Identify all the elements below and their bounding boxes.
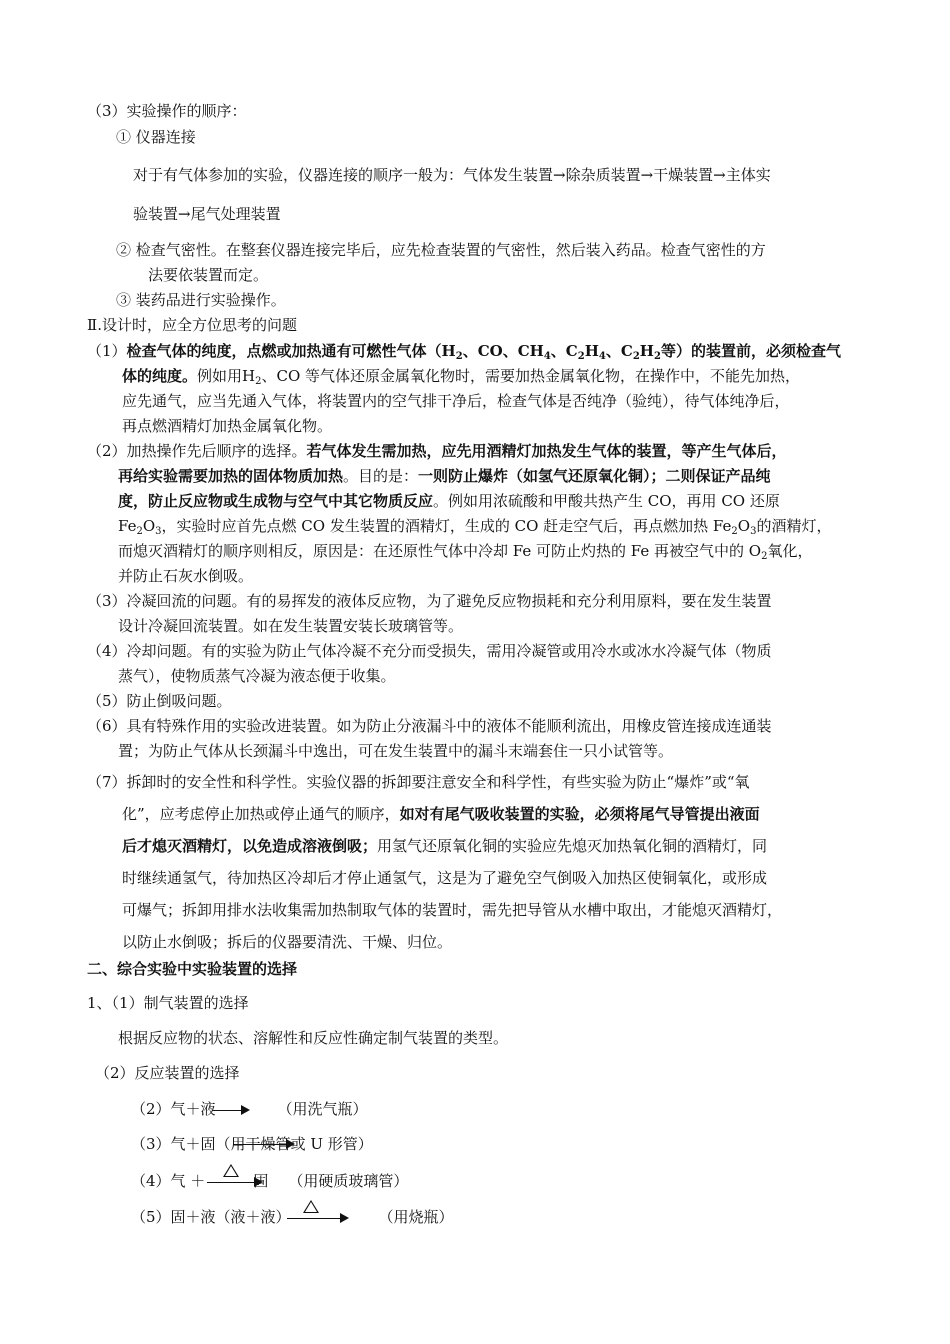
sec2-heading: 二、综合实验中实验装置的选择 <box>87 960 298 978</box>
s2-p7-line6: 以防止水倒吸；拆后的仪器要清洗、干燥、归位。 <box>122 933 453 951</box>
sec2-item-2: （2）反应装置的选择 <box>95 1064 240 1082</box>
sec2-item-1: 1、（1）制气装置的选择 <box>87 994 249 1012</box>
s2-p1-line2: 体的纯度。例如用$H_2$、CO 等气体还原金属氧化物时，需要加热金属氧化物，在操作中，不能先加热， <box>122 367 801 387</box>
sec2-item-1-text: 根据反应物的状态、溶解性和反应性确定制气装置的类型。 <box>118 1029 509 1047</box>
s2-p7-line4: 时继续通氢气，待加热区冷却后才停止通氢气，这是为了避免空气倒吸入加热区使铜氧化，或形成 <box>122 869 768 887</box>
s2-p2-line3: 度，防止反应物或生成物与空气中其它物质反应。例如用浓硫酸和甲酸共热产生 CO，再用 CO 还原 <box>118 492 780 510</box>
s2-p1-line3: 应先通气，应当先通入气体，将装置内的空气排干净后，检查气体是否纯净（验纯），待气体纯净后， <box>122 392 790 410</box>
s3-item-3: ③ 装药品进行实验操作。 <box>116 291 286 309</box>
s2-p3-line1: （3）冷凝回流的问题。有的易挥发的液体反应物，为了避免反应物损耗和充分利用原料，要在发生装置 <box>87 592 772 610</box>
s2-p2-line2: 再给实验需要加热的固体物质加热。目的是：一则防止爆炸（如氢气还原氧化铜）；二则保证产品纯 <box>118 467 771 485</box>
reaction-row-2: （2）气＋液 （用洗气瓶） <box>131 1100 368 1118</box>
heat-arrow-icon <box>207 1174 263 1190</box>
s3-item-1-text-b: 验装置→尾气处理装置 <box>133 205 281 223</box>
s2-p4-line1: （4）冷却问题。有的实验为防止气体冷凝不充分而受损失，需用冷凝管或用冷水或冰水冷凝气体（物质 <box>87 642 772 660</box>
s2-heading: Ⅱ.设计时，应全方位思考的问题 <box>87 316 297 334</box>
s2-p1-line1: （1）检查气体的纯度，点燃或加热通有可燃性气体（$H_2$、CO、$CH_4$、$C_2H_4$、$C_2H_2$等）的装置前，必须检查气 <box>87 342 841 362</box>
s2-p7-line1: （7）拆卸时的安全性和科学性。实验仪器的拆卸要注意安全和科学性，有些实验为防止“爆炸”或“氧 <box>87 773 750 791</box>
s2-p5: （5）防止倒吸问题。 <box>87 692 232 710</box>
s3-item-1: ① 仪器连接 <box>116 128 196 146</box>
s2-p7-line3: 后才熄灭酒精灯，以免造成溶液倒吸；用氢气还原氧化铜的实验应先熄灭加热氧化铜的酒精灯，同 <box>122 837 768 855</box>
s3-heading: （3）实验操作的顺序： <box>87 102 247 120</box>
s2-p7-line2: 化”，应考虑停止加热或停止通气的顺序，如对有尾气吸收装置的实验，必须将尾气导管提出液面 <box>122 805 760 823</box>
s2-p1-line4: 再点燃酒精灯加热金属氧化物。 <box>122 417 333 435</box>
reaction-row-4: （4）气 ＋ 固 （用硬质玻璃管） <box>131 1171 408 1191</box>
s2-p3-line2: 设计冷凝回流装置。如在发生装置安装长玻璃管等。 <box>118 617 464 635</box>
arrow-icon <box>233 1136 295 1152</box>
s3-item-2-b: 法要依装置而定。 <box>148 266 269 284</box>
s2-p6-line2: 置；为防止气体从长颈漏斗中逸出，可在发生装置中的漏斗末端套住一只小试管等。 <box>118 742 674 760</box>
reaction-row-3: （3）气＋固（用干燥管 或 U 形管） <box>131 1135 373 1153</box>
heat-arrow-icon <box>287 1210 349 1226</box>
s3-item-2-a: ② 检查气密性。在整套仪器连接完毕后，应先检查装置的气密性，然后装入药品。检查气密性的方 <box>116 241 766 259</box>
reaction-row-5: （5）固＋液（液＋液） （用烧瓶） <box>131 1207 454 1227</box>
s2-p7-line5: 可爆气；拆卸用排水法收集需加热制取气体的装置时，需先把导管从水槽中取出，才能熄灭酒精灯， <box>122 901 783 919</box>
s2-p6-line1: （6）具有特殊作用的实验改进装置。如为防止分液漏斗中的液体不能顺利流出，用橡皮管连接成连通装 <box>87 717 772 735</box>
s2-p2-line5: 而熄灭酒精灯的顺序则相反，原因是：在还原性气体中冷却 Fe 可防止灼热的 Fe 再被空气中的 $O_2$氧化， <box>118 542 813 562</box>
s2-p2-line4: $Fe_2O_3$，实验时应首先点燃 CO 发生装置的酒精灯，生成的 CO 赶走空气后，再点燃加热 $Fe_2O_3$的酒精灯， <box>118 517 832 537</box>
s3-item-1-text-a: 对于有气体参加的实验，仪器连接的顺序一般为：气体发生装置→除杂质装置→干燥装置→主体实 <box>133 166 771 184</box>
s2-p4-line2: 蒸气），使物质蒸气冷凝为液态便于收集。 <box>118 667 396 685</box>
s2-p2-line6: 并防止石灰水倒吸。 <box>118 567 254 585</box>
s2-p2-line1: （2）加热操作先后顺序的选择。若气体发生需加热，应先用酒精灯加热发生气体的装置，等产生气体后， <box>87 442 787 460</box>
arrow-icon <box>212 1102 250 1118</box>
